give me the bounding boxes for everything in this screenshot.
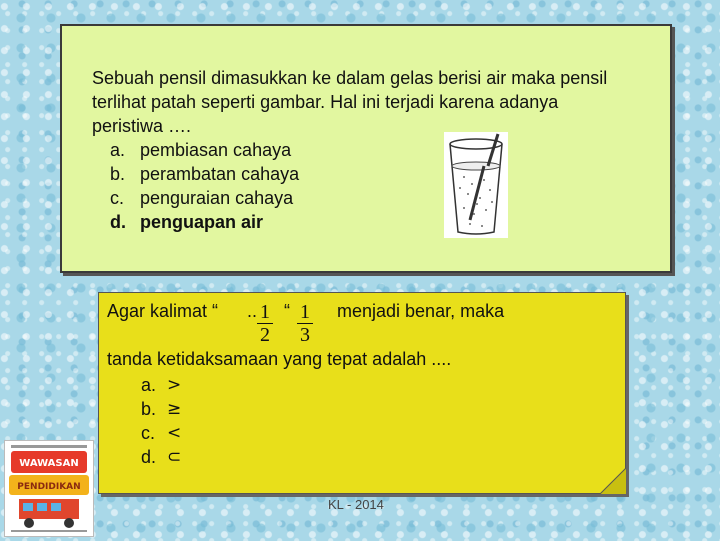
wawasan-pendidikan-logo <box>4 440 94 537</box>
svg-text:WAWASAN: WAWASAN <box>19 458 79 469</box>
question2-options <box>141 373 181 469</box>
question1-card <box>60 24 672 273</box>
fraction-one-half: $\frac{1}{2}$ <box>257 301 273 346</box>
footer-label: KL - 2014 <box>328 497 384 512</box>
question2-line2: tanda ketidaksamaan yang tepat adalah .... <box>107 349 452 369</box>
page-curl-icon <box>600 468 626 494</box>
question1-stem: Sebuah pensil dimasukkan ke dalam gelas berisi air maka pensil terlihat patah seperti gambar. Hal ini terjadi karena adanya peristiwa …. <box>92 68 608 136</box>
question2-option-b[interactable]: b. ≥ <box>141 399 182 419</box>
question2-prefix: Agar kalimat “ <box>107 301 219 321</box>
question1-option-a[interactable]: a. pembiasan cahaya <box>110 140 292 160</box>
question2-quote: “ <box>284 301 290 321</box>
question2-option-d[interactable]: d. ⊂ <box>141 447 182 467</box>
fraction-one-third: $\frac{1}{3}$ <box>297 301 313 346</box>
question2-suffix: menjadi benar, maka <box>337 301 505 321</box>
question2-option-c[interactable]: c. < <box>141 423 182 443</box>
pencil-in-glass-image <box>444 132 508 238</box>
question1-option-d[interactable]: d. penguapan air <box>110 212 264 232</box>
question1-option-c[interactable]: c. penguraian cahaya <box>110 188 294 208</box>
question2-option-a[interactable]: a. > <box>141 375 182 395</box>
svg-text:PENDIDIKAN: PENDIDIKAN <box>17 482 81 492</box>
question1-option-b[interactable]: b. perambatan cahaya <box>110 164 300 184</box>
question1-text <box>92 66 632 234</box>
question2-card <box>98 292 626 494</box>
question2-blank-dots: .. <box>247 301 258 321</box>
